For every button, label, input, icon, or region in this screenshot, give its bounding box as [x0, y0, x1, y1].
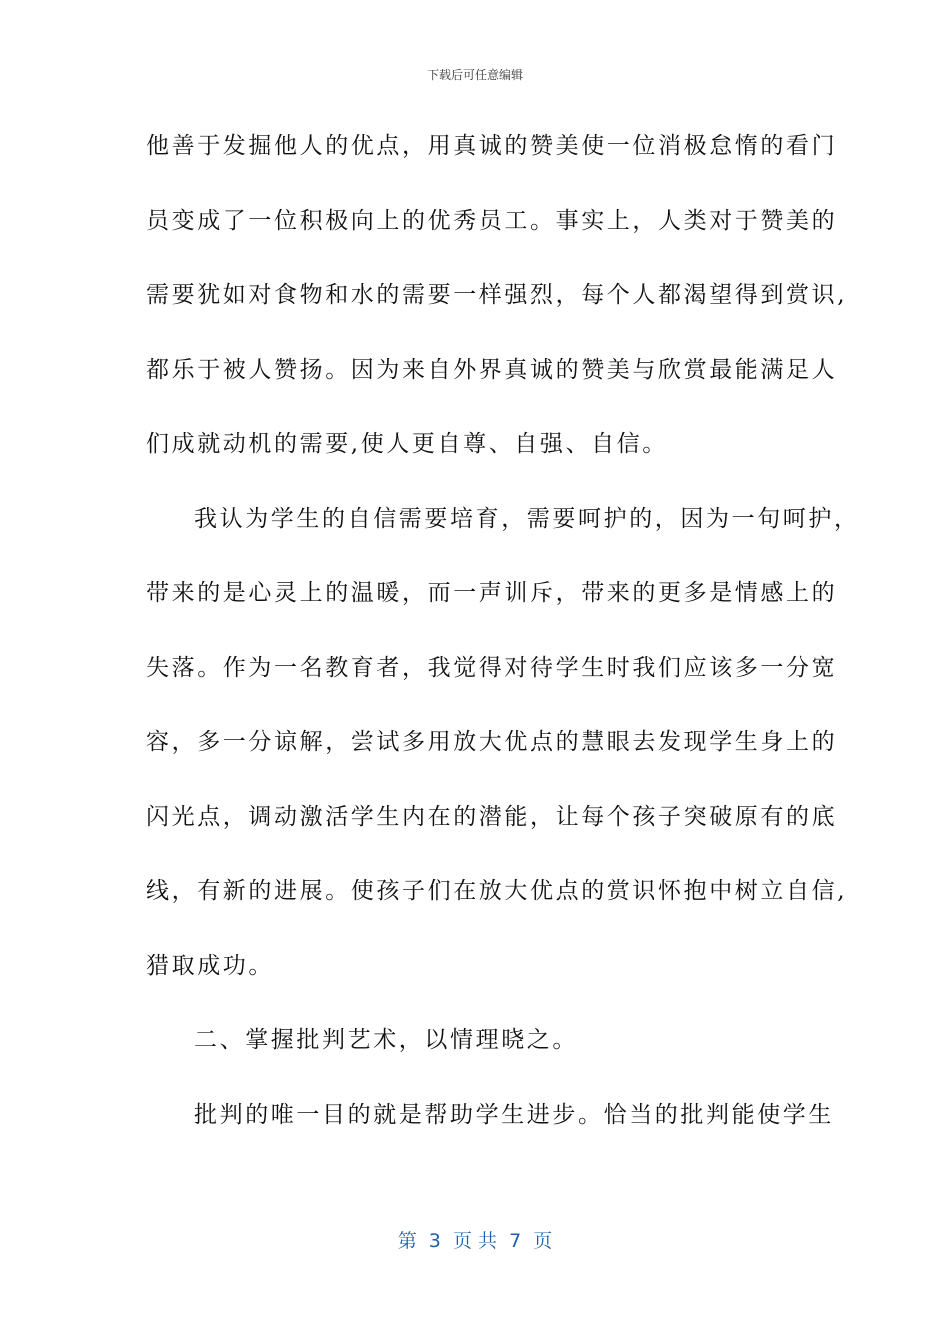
text-line: 他善于发掘他人的优点，用真诚的赞美使一位消极怠惰的看门 — [146, 133, 838, 159]
paragraph-start-line: 我认为学生的自信需要培育，需要呵护的，因为一句呵护， — [194, 505, 860, 532]
paragraph-start-line: 批判的唯一目的就是帮助学生进步。恰当的批判能使学生 — [194, 1101, 834, 1128]
page-number: 第 3 页 共 7 页 — [397, 1230, 553, 1252]
text-line: 都乐于被人赞扬。因为来自外界真诚的赞美与欣赏最能满足人 — [146, 356, 838, 383]
section-heading: 二、掌握批判艺术，以情理晓之。 — [194, 1027, 578, 1053]
text-line: 闪光点，调动激活学生内在的潜能，让每个孩子突破原有的底 — [146, 803, 838, 830]
text-line: 带来的是心灵上的温暖，而一声训斥，带来的更多是情感上的 — [146, 580, 838, 606]
document-body — [146, 122, 860, 1165]
text-line: 容，多一分谅解，尝试多用放大优点的慧眼去发现学生身上的 — [146, 729, 838, 755]
text-line: 猎取成功。 — [146, 952, 274, 979]
text-line: 员变成了一位积极向上的优秀员工。事实上，人类对于赞美的 — [146, 207, 838, 234]
text-line: 需要犹如对食物和水的需要一样强烈，每个人都渴望得到赏识, — [146, 282, 848, 308]
text-line: 线，有新的进展。使孩子们在放大优点的赏识怀抱中树立自信, — [146, 878, 848, 904]
header-note: 下载后可任意编辑 — [426, 68, 523, 82]
text-line: 失落。作为一名教育者，我觉得对待学生时我们应该多一分宽 — [146, 654, 838, 681]
text-line: 们成就动机的需要,使人更自尊、自强、自信。 — [146, 431, 668, 457]
